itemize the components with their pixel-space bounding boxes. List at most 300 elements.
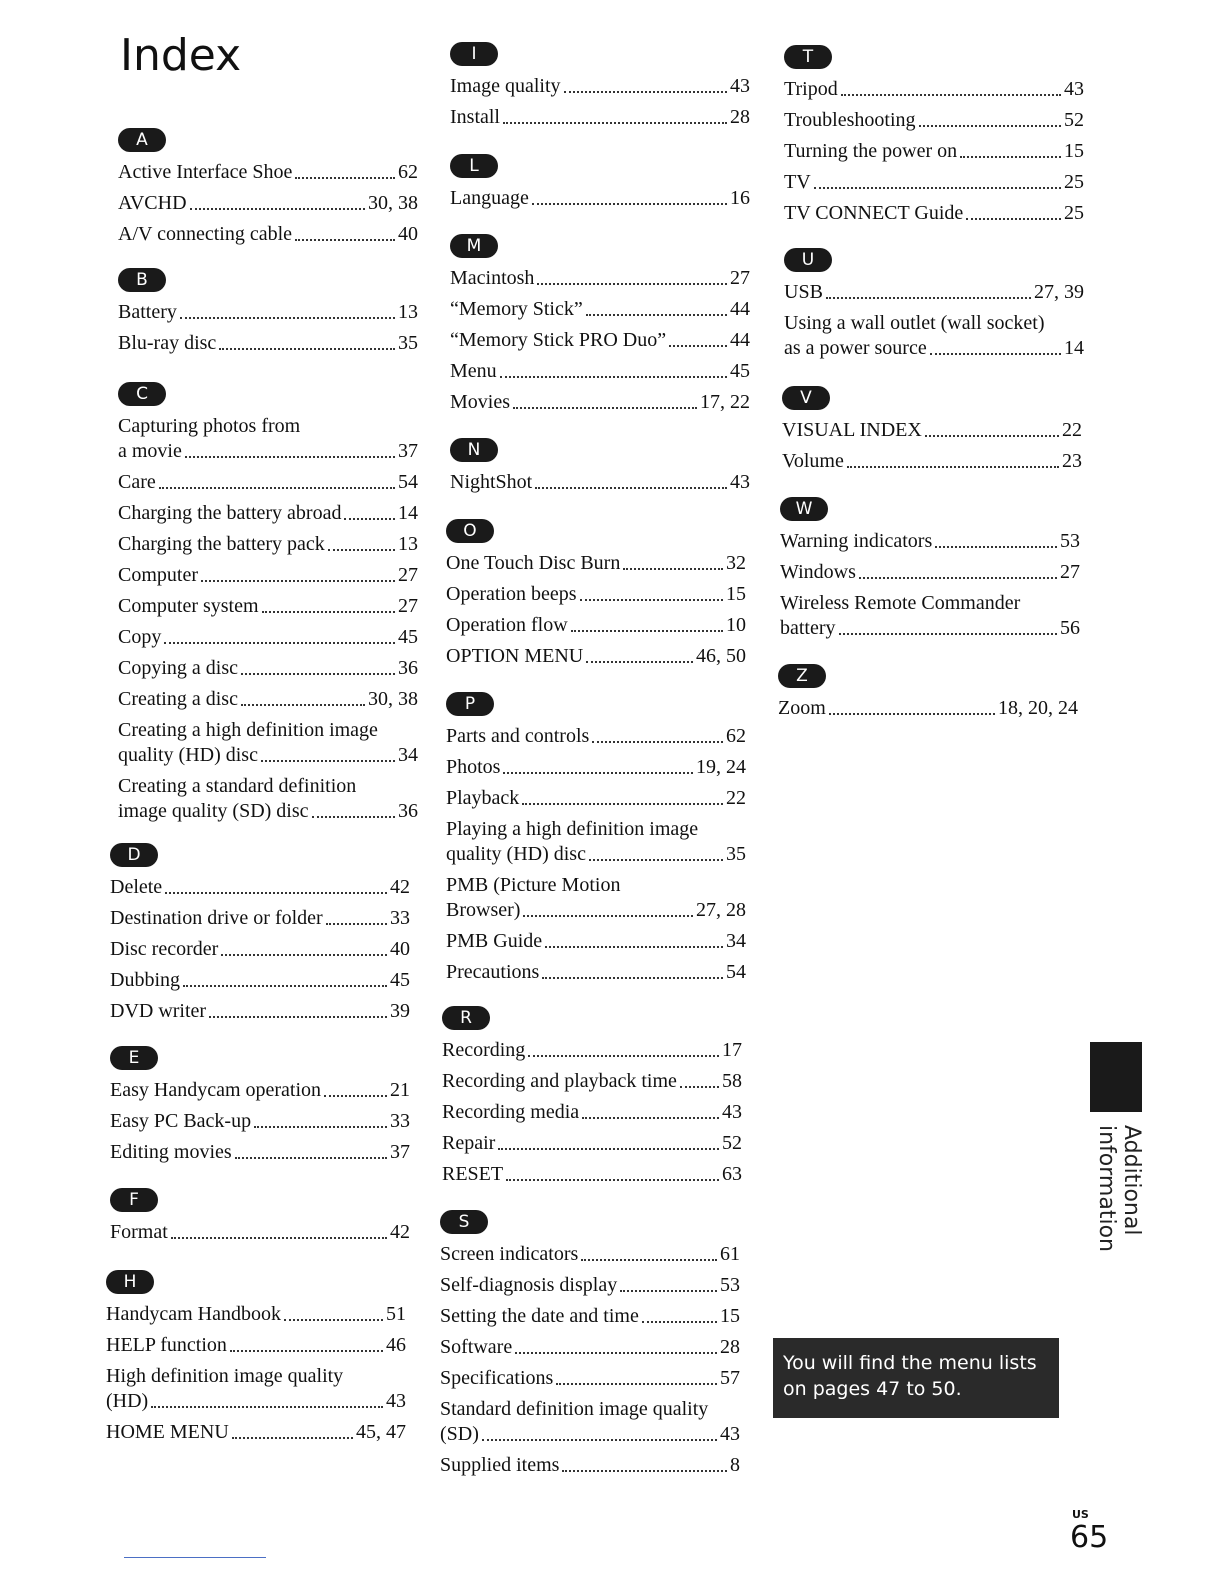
dot-leader — [564, 91, 727, 93]
index-section-f — [110, 1188, 410, 1251]
letter-badge: E — [110, 1046, 158, 1070]
index-entry — [118, 191, 418, 216]
index-entry — [440, 1304, 740, 1329]
entry-term: Specifications — [440, 1367, 554, 1389]
letter-badge: I — [450, 42, 498, 66]
entry-term: as a power source — [784, 337, 927, 359]
entry-term: Format — [110, 1221, 168, 1243]
dot-leader — [859, 577, 1057, 579]
index-entry — [106, 1364, 406, 1414]
letter-badge: C — [118, 382, 166, 406]
dot-leader — [847, 466, 1059, 468]
index-entry — [110, 937, 410, 962]
index-section-m — [450, 234, 750, 421]
entry-term: Care — [118, 471, 156, 493]
entry-pages: 44 — [730, 329, 750, 351]
index-entry — [450, 74, 750, 99]
index-entry — [118, 532, 418, 557]
entry-term: Setting the date and time — [440, 1305, 639, 1327]
entry-term: Self-diagnosis display — [440, 1274, 618, 1296]
letter-badge: U — [784, 248, 832, 272]
entry-pages: 35 — [398, 332, 418, 354]
entry-term-line1: Capturing photos from — [118, 415, 301, 437]
entry-term: Install — [450, 106, 500, 128]
entry-term: Parts and controls — [446, 725, 590, 747]
section-side-label: Additional information — [1094, 1125, 1144, 1252]
dot-leader — [326, 923, 387, 925]
index-entry — [442, 1100, 742, 1125]
index-entry — [440, 1453, 740, 1478]
entry-list — [446, 724, 746, 985]
entry-term: PMB Guide — [446, 930, 543, 952]
index-entry — [784, 311, 1084, 361]
entry-term: a movie — [118, 440, 182, 462]
entry-pages: 54 — [398, 471, 418, 493]
dot-leader — [506, 1179, 719, 1181]
index-entry — [446, 786, 746, 811]
index-entry — [780, 591, 1080, 641]
entry-term: Operation beeps — [446, 583, 577, 605]
dot-leader — [261, 760, 395, 762]
entry-term: NightShot — [450, 471, 533, 493]
entry-list — [442, 1038, 742, 1187]
dot-leader — [513, 407, 697, 409]
index-entry — [442, 1162, 742, 1187]
entry-term: Dubbing — [110, 969, 180, 991]
dot-leader — [537, 283, 727, 285]
index-section-v — [782, 386, 1082, 480]
entry-pages: 33 — [390, 1110, 410, 1132]
entry-term-line1: Playing a high definition image — [446, 818, 699, 840]
entry-list — [118, 160, 418, 247]
index-entry — [442, 1038, 742, 1063]
entry-pages: 18, 20, 24 — [998, 697, 1078, 719]
letter-badge: H — [106, 1270, 154, 1294]
entry-list — [784, 280, 1084, 361]
letter-badge: A — [118, 128, 166, 152]
index-entry — [118, 563, 418, 588]
index-entry — [446, 960, 746, 985]
index-section-l — [450, 154, 750, 217]
index-entry — [118, 656, 418, 681]
entry-term: Editing movies — [110, 1141, 232, 1163]
dot-leader — [312, 816, 395, 818]
index-section-p — [446, 692, 746, 991]
dot-leader — [580, 599, 723, 601]
dot-leader — [171, 1237, 387, 1239]
entry-pages: 42 — [390, 876, 410, 898]
footer-rule — [124, 1557, 266, 1558]
dot-leader — [235, 1157, 387, 1159]
entry-list — [118, 414, 418, 824]
dot-leader — [498, 1148, 719, 1150]
dot-leader — [328, 549, 395, 551]
dot-leader — [680, 1086, 719, 1088]
entry-list — [450, 266, 750, 415]
index-entry — [110, 875, 410, 900]
entry-term: TV — [784, 171, 811, 193]
index-entry — [450, 186, 750, 211]
dot-leader — [230, 1350, 383, 1352]
entry-pages: 58 — [722, 1070, 742, 1092]
entry-pages: 52 — [722, 1132, 742, 1154]
entry-term: Macintosh — [450, 267, 535, 289]
entry-term: Copy — [118, 626, 162, 648]
index-entry — [446, 817, 746, 867]
letter-badge: L — [450, 154, 498, 178]
dot-leader — [209, 1016, 387, 1018]
entry-pages: 34 — [398, 744, 418, 766]
entry-pages: 28 — [730, 106, 750, 128]
dot-leader — [930, 353, 1061, 355]
entry-list — [450, 186, 750, 211]
entry-term: AVCHD — [118, 192, 187, 214]
index-entry — [110, 1109, 410, 1134]
entry-pages: 22 — [726, 787, 746, 809]
dot-leader — [581, 1259, 717, 1261]
index-entry — [118, 501, 418, 526]
entry-pages: 39 — [390, 1000, 410, 1022]
entry-pages: 46, 50 — [696, 645, 746, 667]
index-entry — [118, 222, 418, 247]
index-section-c — [118, 382, 418, 830]
entry-term: Image quality — [450, 75, 561, 97]
entry-term: Troubleshooting — [784, 109, 916, 131]
dot-leader — [620, 1290, 717, 1292]
entry-term: quality (HD) disc — [446, 843, 586, 865]
letter-badge: F — [110, 1188, 158, 1212]
entry-pages: 40 — [390, 938, 410, 960]
entry-term: VISUAL INDEX — [782, 419, 922, 441]
letter-badge: D — [110, 843, 158, 867]
page-title: Index — [120, 30, 242, 81]
letter-badge: Z — [778, 664, 826, 688]
entry-pages: 25 — [1064, 202, 1084, 224]
entry-term-line2 — [118, 439, 418, 464]
entry-term: (HD) — [106, 1390, 149, 1412]
entry-term-line2 — [106, 1389, 406, 1414]
index-entry — [446, 755, 746, 780]
index-section-e — [110, 1046, 410, 1171]
dot-leader — [532, 203, 727, 205]
entry-pages: 43 — [386, 1390, 406, 1412]
entry-list — [780, 529, 1080, 641]
entry-term: USB — [784, 281, 823, 303]
entry-term: Copying a disc — [118, 657, 238, 679]
dot-leader — [515, 1352, 717, 1354]
entry-list — [106, 1302, 406, 1445]
dot-leader — [562, 1470, 727, 1472]
index-section-r — [442, 1006, 742, 1193]
dot-leader — [966, 218, 1061, 220]
dot-leader — [221, 954, 387, 956]
index-entry — [118, 687, 418, 712]
entry-term: Destination drive or folder — [110, 907, 323, 929]
index-section-o — [446, 519, 746, 675]
entry-term: image quality (SD) disc — [118, 800, 309, 822]
entry-term: One Touch Disc Burn — [446, 552, 621, 574]
dot-leader — [284, 1319, 383, 1321]
dot-leader — [582, 1117, 719, 1119]
index-entry — [446, 613, 746, 638]
entry-pages: 46 — [386, 1334, 406, 1356]
index-entry — [450, 359, 750, 384]
entry-term: Precautions — [446, 961, 540, 983]
dot-leader — [545, 946, 723, 948]
dot-leader — [344, 518, 395, 520]
index-entry — [118, 300, 418, 325]
letter-badge: N — [450, 438, 498, 462]
entry-term-line2 — [446, 898, 746, 923]
dot-leader — [522, 803, 723, 805]
entry-term: Language — [450, 187, 529, 209]
entry-term: Supplied items — [440, 1454, 560, 1476]
entry-pages: 34 — [726, 930, 746, 952]
index-entry — [106, 1302, 406, 1327]
entry-term: Easy PC Back-up — [110, 1110, 252, 1132]
entry-pages: 63 — [722, 1163, 742, 1185]
index-entry — [446, 551, 746, 576]
index-section-h — [106, 1270, 406, 1451]
index-entry — [106, 1333, 406, 1358]
entry-pages: 43 — [730, 75, 750, 97]
dot-leader — [839, 633, 1057, 635]
dot-leader — [669, 345, 727, 347]
index-entry — [110, 906, 410, 931]
dot-leader — [542, 977, 723, 979]
index-entry — [450, 328, 750, 353]
entry-term: Charging the battery pack — [118, 533, 325, 555]
index-entry — [450, 297, 750, 322]
entry-term: Screen indicators — [440, 1243, 579, 1265]
entry-list — [440, 1242, 740, 1478]
entry-pages: 36 — [398, 657, 418, 679]
entry-pages: 45 — [390, 969, 410, 991]
entry-term-line1: Creating a standard definition — [118, 775, 357, 797]
page-region-code: US — [1072, 1508, 1089, 1521]
index-section-a — [118, 128, 418, 253]
dot-leader — [241, 673, 395, 675]
entry-pages: 44 — [730, 298, 750, 320]
entry-pages: 62 — [398, 161, 418, 183]
dot-leader — [919, 125, 1061, 127]
entry-term-line2 — [780, 616, 1080, 641]
entry-term: Recording and playback time — [442, 1070, 677, 1092]
index-entry — [110, 999, 410, 1024]
entry-term: Photos — [446, 756, 501, 778]
index-entry — [440, 1242, 740, 1267]
index-section-z — [778, 664, 1078, 727]
entry-term: HOME MENU — [106, 1421, 229, 1443]
index-entry — [784, 170, 1084, 195]
entry-pages: 57 — [720, 1367, 740, 1389]
entry-pages: 61 — [720, 1243, 740, 1265]
entry-term: Active Interface Shoe — [118, 161, 293, 183]
entry-term: Windows — [780, 561, 856, 583]
entry-term-line2 — [446, 842, 746, 867]
index-entry — [106, 1420, 406, 1445]
dot-leader — [826, 297, 1031, 299]
entry-pages: 52 — [1064, 109, 1084, 131]
dot-leader — [623, 568, 723, 570]
index-entry — [784, 280, 1084, 305]
entry-list — [110, 1220, 410, 1245]
entry-term: Browser) — [446, 899, 521, 921]
page-number: 65 — [1070, 1520, 1109, 1555]
entry-term-line2 — [440, 1422, 740, 1447]
index-entry — [782, 418, 1082, 443]
letter-badge: T — [784, 45, 832, 69]
entry-term: Battery — [118, 301, 177, 323]
entry-pages: 45 — [730, 360, 750, 382]
index-entry — [784, 201, 1084, 226]
index-section-u — [784, 248, 1084, 367]
dot-leader — [503, 772, 693, 774]
entry-pages: 43 — [1064, 78, 1084, 100]
dot-leader — [500, 376, 727, 378]
entry-pages: 27 — [1060, 561, 1080, 583]
entry-pages: 28 — [720, 1336, 740, 1358]
entry-pages: 42 — [390, 1221, 410, 1243]
index-entry — [118, 774, 418, 824]
entry-pages: 13 — [398, 533, 418, 555]
entry-pages: 15 — [1064, 140, 1084, 162]
dot-leader — [183, 985, 387, 987]
index-entry — [446, 582, 746, 607]
entry-term: Volume — [782, 450, 844, 472]
entry-pages: 45, 47 — [356, 1421, 406, 1443]
entry-term-line1: High definition image quality — [106, 1365, 344, 1387]
entry-pages: 54 — [726, 961, 746, 983]
dot-leader — [241, 704, 365, 706]
entry-list — [110, 875, 410, 1024]
dot-leader — [960, 156, 1061, 158]
entry-term: Recording — [442, 1039, 526, 1061]
index-entry — [118, 625, 418, 650]
index-entry — [450, 105, 750, 130]
entry-pages: 13 — [398, 301, 418, 323]
entry-list — [450, 470, 750, 495]
entry-term: OPTION MENU — [446, 645, 584, 667]
index-section-s — [440, 1210, 740, 1484]
entry-list — [446, 551, 746, 669]
entry-term: “Memory Stick” — [450, 298, 583, 320]
letter-badge: B — [118, 268, 166, 292]
entry-term-line2 — [784, 336, 1084, 361]
entry-term-line1: Standard definition image quality — [440, 1398, 709, 1420]
index-entry — [784, 139, 1084, 164]
entry-pages: 37 — [398, 440, 418, 462]
entry-pages: 22 — [1062, 419, 1082, 441]
entry-pages: 23 — [1062, 450, 1082, 472]
entry-term-line1: PMB (Picture Motion — [446, 874, 621, 896]
entry-pages: 32 — [726, 552, 746, 574]
entry-term: Movies — [450, 391, 510, 413]
index-section-b — [118, 268, 418, 362]
entry-term: Charging the battery abroad — [118, 502, 342, 524]
entry-list — [118, 300, 418, 356]
entry-term: A/V connecting cable — [118, 223, 293, 245]
dot-leader — [814, 187, 1061, 189]
entry-term-line2 — [118, 743, 418, 768]
entry-pages: 37 — [390, 1141, 410, 1163]
index-section-i — [450, 42, 750, 136]
dot-leader — [219, 348, 395, 350]
index-entry — [118, 718, 418, 768]
entry-term: Warning indicators — [780, 530, 933, 552]
index-entry — [110, 1140, 410, 1165]
dot-leader — [841, 94, 1061, 96]
entry-term: Repair — [442, 1132, 496, 1154]
entry-pages: 15 — [726, 583, 746, 605]
entry-term: Turning the power on — [784, 140, 958, 162]
dot-leader — [482, 1439, 717, 1441]
entry-term: Computer — [118, 564, 198, 586]
entry-list — [782, 418, 1082, 474]
index-entry — [442, 1131, 742, 1156]
entry-term: Tripod — [784, 78, 838, 100]
entry-pages: 30, 38 — [368, 688, 418, 710]
entry-pages: 27, 28 — [696, 899, 746, 921]
letter-badge: V — [782, 386, 830, 410]
entry-term: Handycam Handbook — [106, 1303, 281, 1325]
entry-pages: 43 — [730, 471, 750, 493]
index-entry — [440, 1397, 740, 1447]
entry-term: (SD) — [440, 1423, 479, 1445]
dot-leader — [935, 546, 1057, 548]
index-entry — [446, 644, 746, 669]
letter-badge: M — [450, 234, 498, 258]
entry-pages: 16 — [730, 187, 750, 209]
dot-leader — [159, 487, 395, 489]
letter-badge: P — [446, 692, 494, 716]
index-entry — [110, 1220, 410, 1245]
entry-pages: 17, 22 — [700, 391, 750, 413]
entry-pages: 33 — [390, 907, 410, 929]
entry-term: Recording media — [442, 1101, 580, 1123]
index-entry — [446, 873, 746, 923]
index-entry — [118, 160, 418, 185]
index-entry — [440, 1366, 740, 1391]
entry-pages: 30, 38 — [368, 192, 418, 214]
entry-list — [110, 1078, 410, 1165]
index-entry — [446, 929, 746, 954]
entry-term-line1: Using a wall outlet (wall socket) — [784, 312, 1045, 334]
entry-pages: 51 — [386, 1303, 406, 1325]
dot-leader — [151, 1406, 383, 1408]
entry-term: RESET — [442, 1163, 504, 1185]
index-entry — [110, 968, 410, 993]
entry-pages: 14 — [398, 502, 418, 524]
entry-term: Computer system — [118, 595, 259, 617]
entry-term: Creating a disc — [118, 688, 238, 710]
index-section-w — [780, 497, 1080, 647]
dot-leader — [295, 239, 395, 241]
entry-pages: 17 — [722, 1039, 742, 1061]
entry-pages: 19, 24 — [696, 756, 746, 778]
dot-leader — [592, 741, 723, 743]
entry-pages: 43 — [722, 1101, 742, 1123]
dot-leader — [262, 611, 395, 613]
index-entry — [442, 1069, 742, 1094]
entry-term-line1: Creating a high definition image — [118, 719, 378, 741]
index-entry — [782, 449, 1082, 474]
entry-pages: 21 — [390, 1079, 410, 1101]
entry-term: Software — [440, 1336, 513, 1358]
index-entry — [450, 470, 750, 495]
index-entry — [118, 594, 418, 619]
entry-pages: 62 — [726, 725, 746, 747]
